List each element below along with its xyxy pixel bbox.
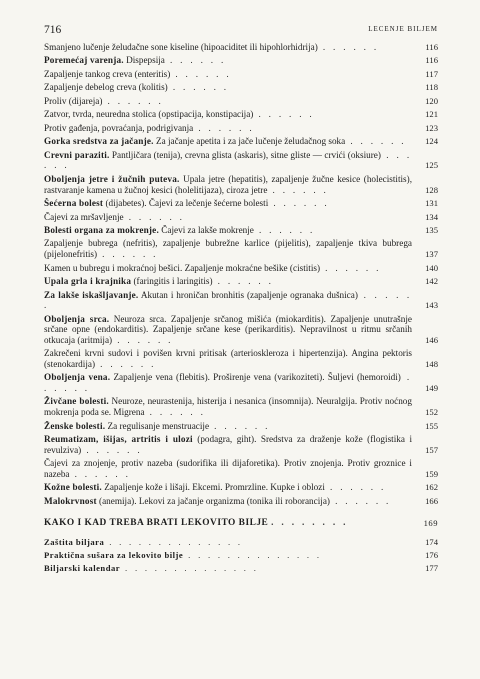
toc-subsection-page: 174 <box>425 537 438 548</box>
toc-subsection-page: 176 <box>425 550 438 561</box>
toc-entry-page: 124 <box>425 136 438 147</box>
toc-entry-text: Akutan i hroničan bronhitis (zapaljenje ogranaka dušnica) <box>138 289 358 300</box>
toc-entry <box>44 496 438 507</box>
toc-entry <box>44 82 438 93</box>
toc-leader: . . . . . . <box>324 482 387 493</box>
toc-entry-text: Za jačanje apetita i za jače lučenje želudačnog soka <box>153 136 346 147</box>
toc-entry-text: (dijabetes). Čajevi za lečenje šećerne bolesti <box>103 198 269 209</box>
toc-entry <box>44 150 438 171</box>
toc-entry <box>44 96 438 107</box>
toc-leader: . . . . . . . . . . . . . . <box>183 550 322 561</box>
toc-entry-page: 162 <box>425 482 438 493</box>
toc-leader: . . . . . . . . <box>271 518 349 529</box>
toc-entry-page: 125 <box>425 160 438 171</box>
toc-subsection <box>44 563 438 574</box>
toc-entry-heading: Šećerna bolest <box>44 198 104 209</box>
toc-entry-page: 149 <box>425 382 438 393</box>
toc-entry-page: 123 <box>425 122 438 133</box>
toc-leader: . . . . . . <box>345 136 407 147</box>
toc-subsection-title: Zaštita biljara <box>44 537 105 548</box>
toc-entry-text: Za regulisanje menstruacije <box>105 420 210 431</box>
toc-entry-text: Čajevi za znojenje, protiv nazeba (sudorifika ili dijaforetika). Protiv znojenja. Protiv groznice i nazeba <box>44 458 412 479</box>
toc-entry-page: 155 <box>425 420 438 431</box>
toc-entry-page: 135 <box>425 225 438 235</box>
toc-entry-heading: Malokrvnost <box>44 495 97 506</box>
toc-leader: . . . . . . <box>253 225 316 235</box>
toc-entry-text: Zapaljenje vena (flebitis). Proširenje vena (varikoziteti). Šuljevi (hemoroidi) <box>110 372 401 383</box>
toc-entry-page: 121 <box>425 109 438 120</box>
page-number: 716 <box>44 24 62 36</box>
toc-leader: . . . . . . <box>44 289 413 311</box>
toc-entry <box>44 174 438 195</box>
toc-entry <box>44 225 438 236</box>
toc-leader: . . . . . . <box>112 334 174 345</box>
toc-entry-text: Neuroze, neurastenija, histerija i nesanica (insomnija). Neuralgija. Protiv noćnog mokrenja poda se. Migrena <box>44 396 412 418</box>
toc-leader: . . . . . . <box>81 444 143 455</box>
toc-entry <box>44 55 438 66</box>
toc-entry-text: Upala jetre (hepatitis), zapaljenje žučne kesice (holecistitis), rastvaranje kamena u žučnoj kesici (holelitijaza), ciroza jetre <box>44 173 412 195</box>
toc-leader: . . . . . . <box>268 198 330 209</box>
toc-entry-text: Dispepsija <box>123 55 165 66</box>
toc-entry-heading: Za lakše iskašljavanje. <box>44 289 139 300</box>
toc-entry-page: 148 <box>425 358 438 369</box>
toc-leader: . . . . . . <box>102 95 164 106</box>
toc-entry <box>44 136 438 147</box>
toc-leader: . . . . . . <box>144 407 206 418</box>
toc-leader: . . . . . . . . . . . . . . <box>104 537 243 548</box>
toc-entry-page: 117 <box>425 68 438 79</box>
toc-entry <box>44 458 438 479</box>
toc-entry-page: 140 <box>425 262 438 273</box>
table-of-contents <box>44 42 438 577</box>
toc-entry-text: (faringitis i laringitis) <box>131 276 213 287</box>
toc-leader: . . . . . . <box>44 372 413 393</box>
toc-section-title: KAKO I KAD TREBA BRATI LEKOVITO BILJE <box>44 518 269 529</box>
toc-entry-heading: Poremećaj varenja. <box>44 55 124 66</box>
toc-entry-page: 142 <box>425 276 438 287</box>
toc-section <box>44 518 438 529</box>
toc-entry <box>44 396 438 417</box>
toc-entry <box>44 212 438 223</box>
toc-entry <box>44 263 438 274</box>
toc-entry-heading: Živčane bolesti. <box>44 396 109 407</box>
toc-entry-page: 116 <box>425 55 438 66</box>
toc-section-page: 169 <box>423 518 438 529</box>
toc-subsection <box>44 550 438 561</box>
toc-entry-heading: Oboljenja vena. <box>44 372 111 383</box>
toc-leader: . . . . . . <box>329 495 392 506</box>
toc-entry-page: 137 <box>425 249 438 260</box>
toc-entry <box>44 198 438 209</box>
toc-leader: . . . . . . <box>317 42 379 52</box>
toc-entry-page: 120 <box>425 95 438 106</box>
running-head: LECENJE BILJEM <box>368 25 438 33</box>
toc-leader: . . . . . . <box>193 122 255 133</box>
toc-entry-heading: Crevni paraziti. <box>44 149 110 160</box>
toc-entry-page: 157 <box>425 444 438 455</box>
toc-leader: . . . . . . <box>267 184 329 195</box>
toc-entry-text: Zakrečeni krvni sudovi i povišen krvni pritisak (arterioskleroza i hipertenzija). Angina pektoris (stenokardija) <box>44 348 412 369</box>
toc-subsection-title: Biljarski kalendar <box>44 563 121 574</box>
toc-leader: . . . . . . <box>69 468 131 479</box>
toc-entry-heading: Oboljenja srca. <box>44 313 110 324</box>
toc-entry <box>44 42 438 53</box>
page-header <box>44 24 438 38</box>
toc-entry-heading: Bolesti organa za mokrenje. <box>44 225 159 235</box>
toc-leader: . . . . . . <box>97 249 159 260</box>
toc-entry-heading: Kožne bolesti. <box>44 482 102 493</box>
toc-entry-page: 116 <box>425 42 438 52</box>
toc-entry-text: (anemija). Lekovi za jačanje organizma (tonika ili roborancija) <box>96 495 330 506</box>
toc-entry <box>44 421 438 432</box>
toc-entry-text: Kamen u bubregu i mokraćnoj bešici. Zapaljenje mokraćne bešike (cistitis) <box>44 262 321 273</box>
toc-entry-page: 143 <box>425 300 438 311</box>
toc-entry-text: Zatvor, tvrda, neuredna stolica (opstipacija, konstipacija) <box>44 109 254 120</box>
toc-entry-text: Neuroza srca. Zapaljenje srčanog mišića (miokarditis). Zapaljenje unutrašnje srčane opne (endokarditis). Zapaljenje srčane kese (perikarditis). Nepravilnost u ritmu srčanih otkucaja (aritmija) <box>44 313 412 345</box>
toc-leader: . . . . . . <box>123 211 185 222</box>
toc-entry-text: Pantljičara (tenija), crevna glista (askaris), sitne gliste — crvići (oksiure) <box>109 149 381 160</box>
toc-entry-page: 152 <box>425 407 438 418</box>
toc-entry-heading: Upala grla i krajnika <box>44 276 132 287</box>
toc-leader: . . . . . . <box>170 68 232 79</box>
toc-subsections <box>44 537 438 574</box>
toc-leader: . . . . . . <box>167 82 229 93</box>
toc-entry-text: Čajevi za lakše mokrenje <box>158 225 254 235</box>
toc-entry <box>44 69 438 80</box>
toc-entry <box>44 238 438 259</box>
toc-entry-text: Zapaljenje debelog creva (kolitis) <box>44 82 168 93</box>
toc-entry-text: Proliv (dijareja) <box>44 95 103 106</box>
toc-entry-page: 128 <box>425 184 438 195</box>
toc-entry <box>44 276 438 287</box>
toc-entries <box>44 42 438 506</box>
toc-entry-text: Zapaljenje bubrega (nefritis), zapaljenje bubrežne karlice (pijelitis), zapaljenje tkiva bubrega (pijelonefritis) <box>44 238 412 260</box>
toc-entry-page: 166 <box>425 495 438 506</box>
toc-entry-page: 146 <box>425 334 438 345</box>
toc-entry <box>44 123 438 134</box>
toc-leader: . . . . . . . . . . . . . . <box>120 563 259 574</box>
toc-entry-page: 134 <box>425 211 438 222</box>
toc-entry <box>44 434 438 455</box>
toc-entry <box>44 314 438 346</box>
toc-entry-text: Smanjeno lučenje želudačne sone kiseline (hipoaciditet ili hipohlorhidrija) <box>44 42 318 52</box>
toc-entry <box>44 290 438 311</box>
toc-leader: . . . . . . <box>253 109 315 120</box>
toc-subsection <box>44 537 438 548</box>
toc-subsection-page: 177 <box>425 563 438 574</box>
toc-subsection-title: Praktična sušara za lekovito bilje <box>44 550 184 561</box>
toc-entry <box>44 109 438 120</box>
toc-entry <box>44 372 438 393</box>
toc-entry <box>44 348 438 369</box>
toc-entry-text: Zapaljenje kože i lišaji. Ekcemi. Promrzline. Kupke i oblozi <box>101 482 325 493</box>
toc-entry-page: 159 <box>425 468 438 479</box>
toc-entry <box>44 482 438 493</box>
toc-entry-heading: Oboljenja jetre i žučnih puteva. <box>44 173 180 184</box>
toc-leader: . . . . . . <box>209 420 271 431</box>
toc-entry-page: 118 <box>425 82 438 93</box>
toc-entry-heading: Gorka sredstva za jačanje. <box>44 136 154 147</box>
toc-entry-text: Protiv gađenja, povraćanja, podrigivanja <box>44 122 194 133</box>
toc-leader: . . . . . . <box>95 358 157 369</box>
toc-entry-text: Čajevi za mršavljenje <box>44 211 124 222</box>
toc-entry-text: (podagra, giht). Sredstva za draženje kože (flogistika i revulziva) <box>44 434 412 455</box>
toc-entry-page: 131 <box>425 198 438 209</box>
toc-leader: . . . . . . <box>44 149 412 171</box>
toc-entry-heading: Ženske bolesti. <box>44 420 106 431</box>
toc-entry-text: Zapaljenje tankog creva (enteritis) <box>44 68 171 79</box>
toc-leader: . . . . . . <box>164 55 227 66</box>
toc-leader: . . . . . . <box>212 276 274 287</box>
toc-leader: . . . . . . <box>320 262 382 273</box>
toc-entry-heading: Reumatizam, išijas, artritis i ulozi <box>44 434 193 444</box>
